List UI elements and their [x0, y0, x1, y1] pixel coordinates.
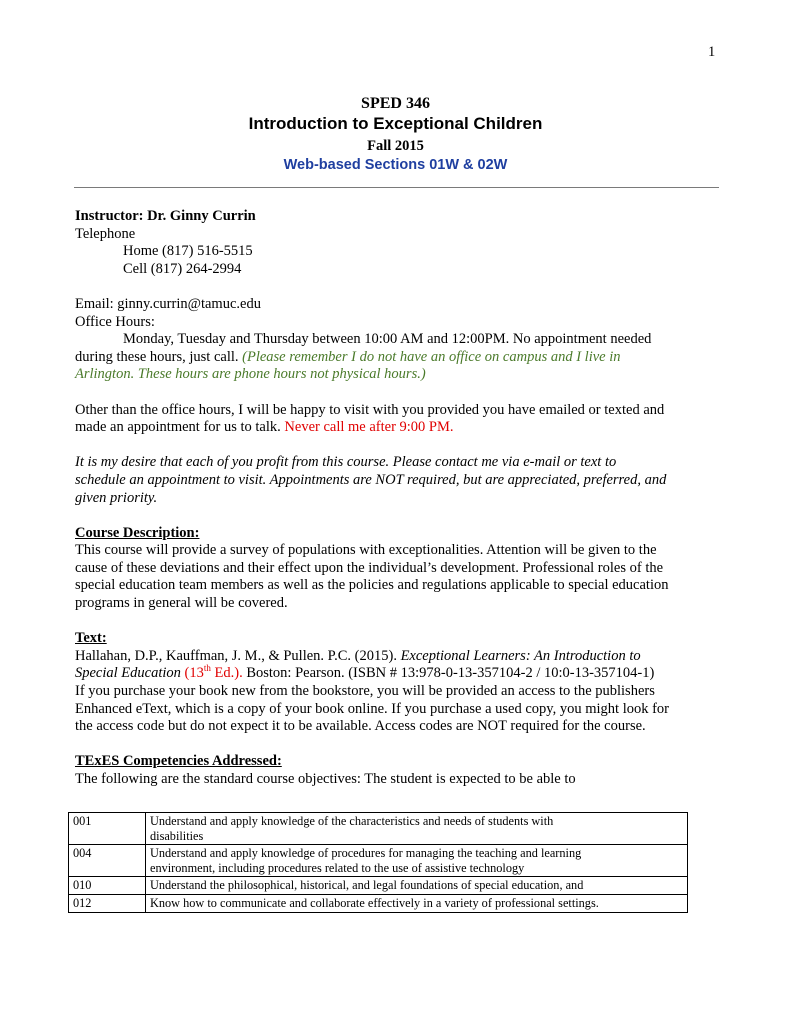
header-divider: [74, 187, 719, 188]
email: Email: ginny.currin@tamuc.edu: [75, 295, 261, 312]
citation-line1: [75, 648, 720, 666]
book-title: Exceptional Learners: An Introduction to: [400, 647, 641, 664]
office-hours-line1: Monday, Tuesday and Thursday between 10:00 AM and 12:00PM. No appointment needed: [123, 331, 652, 348]
competency-code: 010: [69, 877, 146, 895]
office-hours-line2: [75, 349, 720, 367]
office-hours-text: during these hours, just call.: [75, 348, 243, 365]
book-title-cont: Special Education: [75, 665, 181, 682]
desire-line2: schedule an appointment to visit. Appointments are NOT required, but are appreciated, preferred, and: [75, 471, 667, 488]
instructor-name: Instructor: Dr. Ginny Currin: [75, 208, 256, 224]
competency-code: 001: [69, 813, 146, 845]
table-row: [69, 813, 688, 845]
competencies-table: [68, 812, 688, 913]
text-line: Enhanced eText, which is a copy of your book online. If you purchase a used copy, you might look for: [75, 700, 670, 717]
course-code: SPED 346: [361, 95, 430, 112]
course-description-heading: Course Description:: [75, 524, 200, 541]
office-hours-label: Office Hours:: [75, 313, 155, 330]
cell-phone: Cell (817) 264-2994: [123, 260, 242, 277]
course-title: Introduction to Exceptional Children: [248, 114, 543, 133]
telephone-label: Telephone: [75, 225, 136, 242]
competency-code: 012: [69, 894, 146, 912]
competency-description: Understand and apply knowledge of the characteristics and needs of students with disabilities: [146, 813, 688, 845]
competency-description: Understand and apply knowledge of procedures for managing the teaching and learning environment, including procedures related to the use of assistive technology: [146, 845, 688, 877]
table-row: [69, 894, 688, 912]
document-body: [75, 208, 720, 789]
desire-line3: given priority.: [75, 489, 158, 506]
publisher-isbn: Boston: Pearson. (ISBN # 13:978-0-13-357104-2 / 10:0-13-357104-1): [242, 665, 655, 682]
visit-text: made an appointment for us to talk.: [75, 419, 285, 436]
document-header: [0, 94, 791, 174]
desire-line1: It is my desire that each of you profit from this course. Please contact me via e-mail or text to: [75, 454, 617, 471]
course-description-line: cause of these deviations and their effect upon the individual’s development. Professional roles of the: [75, 559, 664, 576]
competencies-heading: TExES Competencies Addressed:: [75, 753, 282, 770]
competency-description: Understand the philosophical, historical, and legal foundations of special education, and: [146, 877, 688, 895]
page-number: 1: [708, 44, 716, 60]
course-description-line: programs in general will be covered.: [75, 595, 288, 612]
table-row: [69, 845, 688, 877]
edition: (13th Ed.).: [180, 663, 243, 682]
competency-description: Know how to communicate and collaborate effectively in a variety of professional settings.: [146, 894, 688, 912]
term: Fall 2015: [367, 138, 424, 154]
course-description-line: special education team members as well as the policies and regulations applicable to special education: [75, 577, 669, 594]
home-phone: Home (817) 516-5515: [123, 243, 253, 260]
visit-line1: Other than the office hours, I will be happy to visit with you provided you have emailed or texted and: [75, 401, 665, 418]
text-line: If you purchase your book new from the bookstore, you will be provided an access to the publishers: [75, 683, 655, 700]
text-line: the access code but do not expect it to be available. Access codes are NOT required for the course.: [75, 718, 646, 735]
course-description-line: This course will provide a survey of populations with exceptionalities. Attention will be given to the: [75, 542, 657, 559]
sections-subtitle: Web-based Sections 01W & 02W: [283, 157, 508, 173]
text-heading: Text:: [75, 630, 107, 647]
office-note: (Please remember I do not have an office on campus and I live in: [242, 348, 621, 365]
visit-line2: [75, 419, 720, 437]
competency-code: 004: [69, 845, 146, 877]
citation-authors: Hallahan, D.P., Kauffman, J. M., & Pullen. P.C. (2015).: [75, 647, 401, 664]
competencies-intro: The following are the standard course objectives: The student is expected to be able to: [75, 771, 576, 787]
citation-line2: [75, 665, 720, 683]
call-warning: Never call me after 9:00 PM.: [284, 419, 454, 436]
office-note-continued: Arlington. These hours are phone hours not physical hours.): [75, 366, 426, 383]
table-row: [69, 877, 688, 895]
